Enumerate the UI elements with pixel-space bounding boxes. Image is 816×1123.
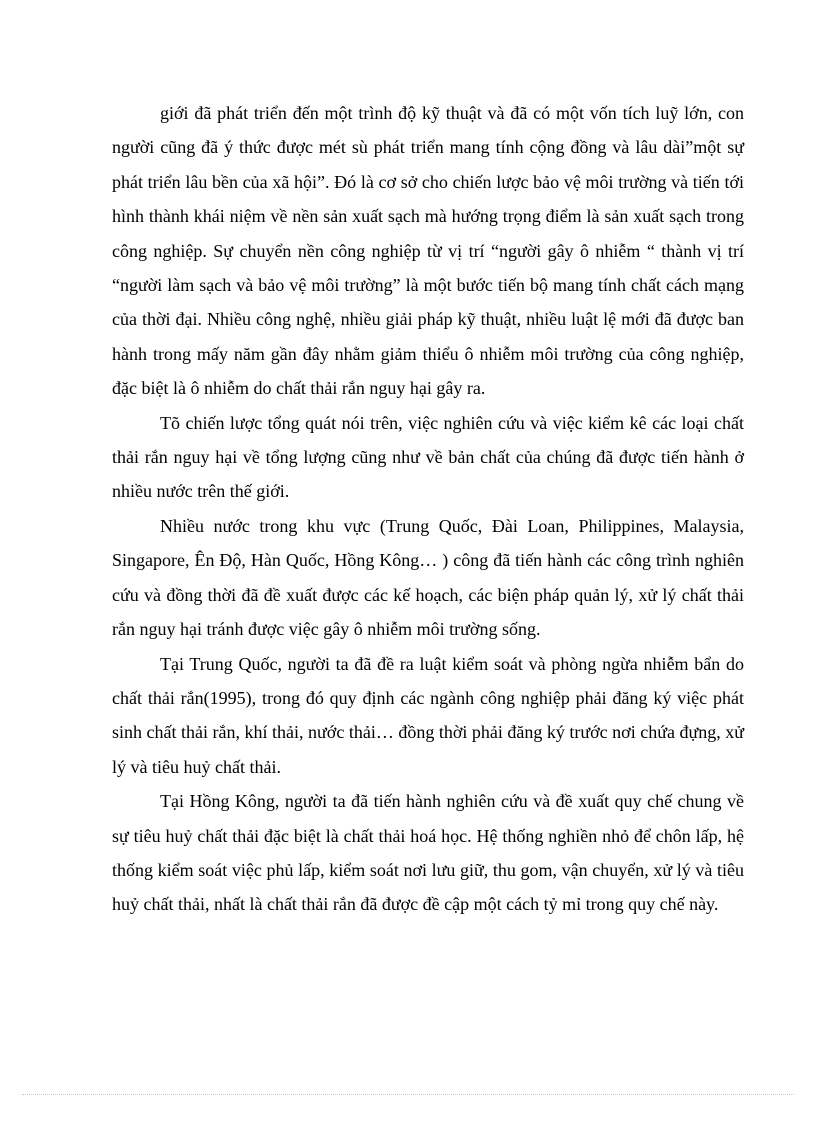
paragraph: Tại Trung Quốc, người ta đã đề ra luật kiểm soát và phòng ngừa nhiễm bẩn do chất thải rắn(1995), trong đó quy định các ngành công nghiệp phải đăng ký việc phát sinh chất thải rắn, khí thải, nước thải… đồng thời phải đăng ký trước nơi chứa đựng, xử lý và tiêu huỷ chất thải. <box>112 653 744 777</box>
paragraph: Tại Hồng Kông, người ta đã tiến hành nghiên cứu và đề xuất quy chế chung về sự tiêu huỷ chất thải đặc biệt là chất thải hoá học. Hệ thống nghiền nhỏ để chôn lấp, hệ thống kiểm soát việc phủ lấp, kiểm soát nơi lưu giữ, thu gom, vận chuyển, xử lý và tiêu huỷ chất thải, nhất là chất thải rắn đã được đề cập một cách tỷ mỉ trong quy chế này. <box>112 791 744 915</box>
body-text <box>112 96 744 922</box>
footer-divider <box>22 1094 794 1095</box>
paragraph: Tõ chiến lược tổng quát nói trên, việc nghiên cứu và việc kiểm kê các loại chất thải rắn nguy hại về tổng lượng cũng như về bản chất của chúng đã được tiến hành ở nhiều nước trên thế giới. <box>112 412 744 502</box>
paragraph: Nhiều nước trong khu vực (Trung Quốc, Đài Loan, Philippines, Malaysia, Singapore, Ên Độ, Hàn Quốc, Hồng Kông… ) công đã tiến hành các công trình nghiên cứu và đồng thời đã đề xuất được các kế hoạch, các biện pháp quản lý, xử lý chất thải rắn nguy hại tránh được việc gây ô nhiễm môi trường sống. <box>112 515 744 640</box>
paragraph: giới đã phát triển đến một trình độ kỹ thuật và đã có một vốn tích luỹ lớn, con người cũng đã ý thức được mét sù phát triển mang tính cộng đồng và lâu dài”một sự phát triển lâu bền của xã hội”. Đó là cơ sở cho chiến lược bảo vệ môi trường và tiến tới hình thành khái niệm về nền sản xuất sạch mà hướng trọng điểm là sản xuất sạch trong công nghiệp. Sự chuyển nền công nghiệp từ vị trí “người gây ô nhiễm “ thành vị trí “người làm sạch và bảo vệ môi trường” là một bước tiến bộ mang tính chất cách mạng của thời đại. Nhiều công nghệ, nhiều giải pháp kỹ thuật, nhiều luật lệ mới đã được ban hành trong mấy năm gần đây nhằm giảm thiểu ô nhiễm môi trường của công nghiệp, đặc biệt là ô nhiễm do chất thải rắn nguy hại gây ra. <box>112 103 744 399</box>
